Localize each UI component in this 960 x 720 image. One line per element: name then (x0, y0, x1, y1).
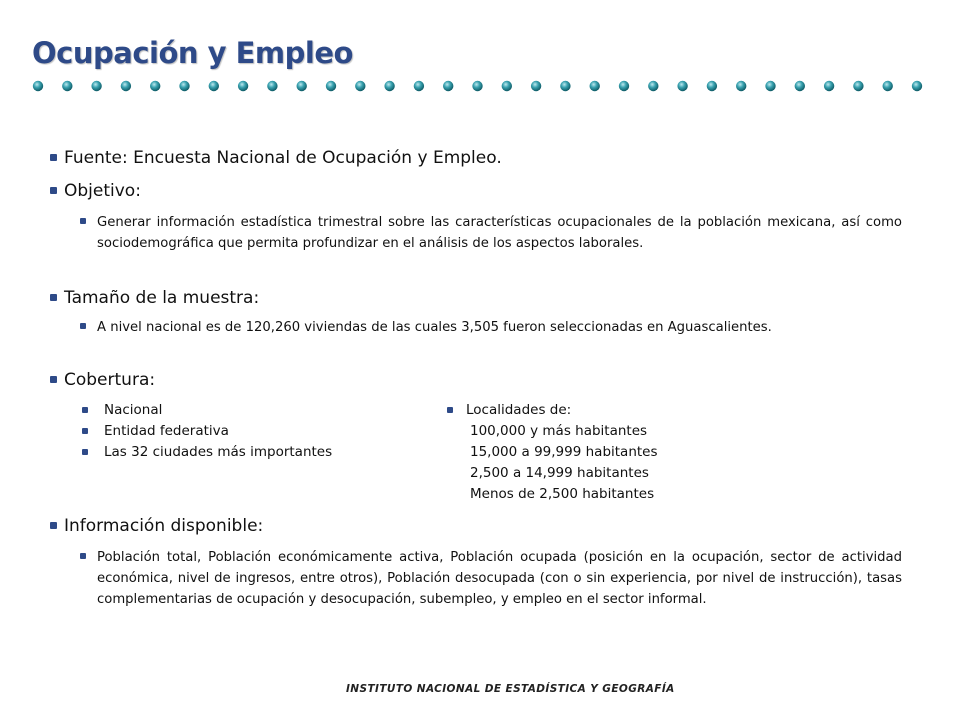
decorative-dot (707, 81, 717, 91)
decorative-dot (355, 81, 365, 91)
decorative-dot (443, 81, 453, 91)
bullet-cobertura (50, 369, 155, 391)
objetivo-label: Objetivo: (64, 181, 141, 201)
bullet-icon (50, 154, 57, 161)
decorative-dot (824, 81, 834, 91)
bullet-objetivo (50, 180, 141, 202)
decorative-dot (502, 81, 512, 91)
decorative-dot (560, 81, 570, 91)
decorative-dot (179, 81, 189, 91)
decorative-dot (91, 81, 101, 91)
bullet-icon (50, 376, 57, 383)
decorative-dot (795, 81, 805, 91)
bullet-icon (50, 187, 57, 194)
decorative-dot-divider (28, 74, 938, 98)
cobertura-right-list (446, 400, 746, 505)
decorative-dot (150, 81, 160, 91)
decorative-dot (912, 81, 922, 91)
bullet-icon (82, 428, 88, 434)
list-item: Localidades de: (446, 400, 746, 421)
bullet-icon (80, 218, 86, 224)
objetivo-text: Generar información estadística trimestral sobre las características ocupacionales de la población mexicana, así como sociodemográfica que permita profundizar en el análisis de los aspectos laborales. (97, 215, 902, 251)
decorative-dot (736, 81, 746, 91)
decorative-dot (472, 81, 482, 91)
bullet-fuente (50, 147, 502, 169)
list-item: Menos de 2,500 habitantes (470, 486, 655, 502)
footer-institution: INSTITUTO NACIONAL DE ESTADÍSTICA Y GEOGRAFÍA (346, 683, 675, 695)
bullet-tamano (50, 287, 259, 309)
decorative-dot (209, 81, 219, 91)
bullet-icon (82, 449, 88, 455)
decorative-dot (62, 81, 72, 91)
tamano-label: Tamaño de la muestra: (64, 288, 260, 308)
fuente-text: Fuente: Encuesta Nacional de Ocupación y Empleo. (64, 148, 502, 168)
cobertura-label: Cobertura: (64, 370, 156, 390)
decorative-dot (326, 81, 336, 91)
list-item: 100,000 y más habitantes (470, 423, 648, 439)
bullet-icon (50, 522, 57, 529)
decorative-dot (590, 81, 600, 91)
decorative-dot (619, 81, 629, 91)
tamano-detail (80, 317, 902, 338)
bullet-icon (82, 407, 88, 413)
list-item: Las 32 ciudades más importantes (80, 442, 420, 463)
decorative-dot (33, 81, 43, 91)
decorative-dot (267, 81, 277, 91)
list-item: 2,500 a 14,999 habitantes (470, 465, 649, 481)
decorative-dot (238, 81, 248, 91)
informacion-text: Población total, Población económicamente activa, Población ocupada (posición en la ocupación, sector de actividad económica, nivel de ingresos, entre otros), Población desocupada (con o sin experiencia, por nivel de instrucción), tasas complementarias de ocupación y desocupación, subempleo, y empleo en el sector informal. (97, 550, 902, 607)
informacion-label: Información disponible: (64, 516, 264, 536)
bullet-icon (50, 294, 57, 301)
decorative-dot (414, 81, 424, 91)
objetivo-detail (80, 212, 902, 254)
decorative-dot (648, 81, 658, 91)
decorative-dot (297, 81, 307, 91)
cobertura-left-list (80, 400, 420, 463)
bullet-icon (80, 323, 86, 329)
decorative-dot (677, 81, 687, 91)
decorative-dot (765, 81, 775, 91)
list-item: Entidad federativa (80, 421, 420, 442)
decorative-dot (883, 81, 893, 91)
bullet-icon (447, 407, 453, 413)
list-item: 15,000 a 99,999 habitantes (470, 444, 658, 460)
decorative-dot (121, 81, 131, 91)
bullet-icon (80, 553, 86, 559)
decorative-dot (853, 81, 863, 91)
list-item: Nacional (80, 400, 420, 421)
decorative-dot (384, 81, 394, 91)
bullet-informacion (50, 515, 263, 537)
tamano-text: A nivel nacional es de 120,260 viviendas de las cuales 3,505 fueron seleccionadas en Aguascalientes. (97, 320, 772, 335)
decorative-dot (531, 81, 541, 91)
informacion-detail (80, 547, 902, 610)
page-title: Ocupación y Empleo (32, 36, 353, 70)
